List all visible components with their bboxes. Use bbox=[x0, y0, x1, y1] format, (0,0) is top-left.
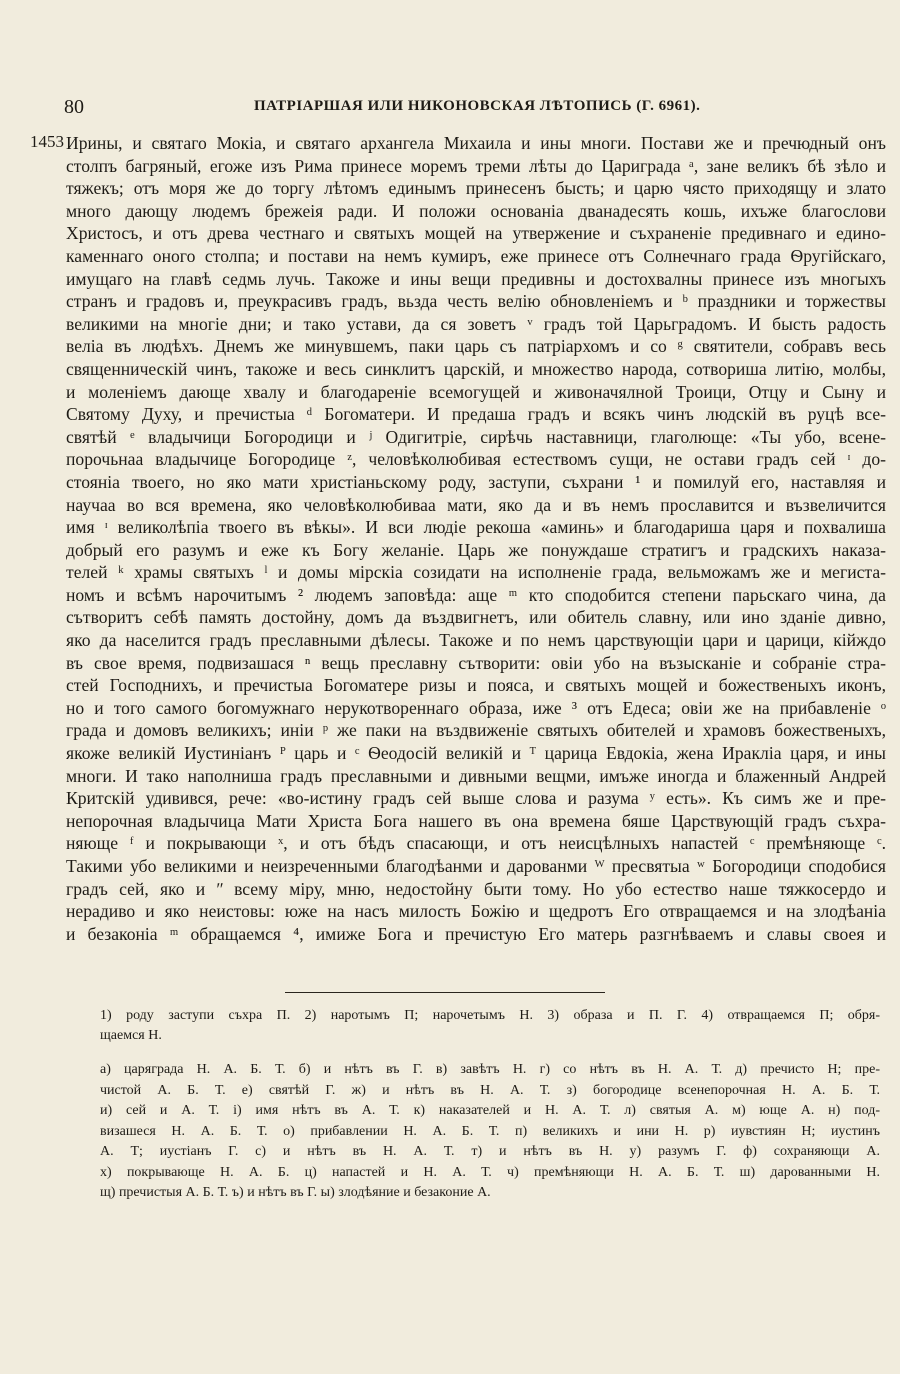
lettered-footnotes bbox=[100, 1060, 880, 1204]
page-number: 80 bbox=[64, 96, 84, 118]
text-line: А. Т; иустіанъ Г. с) и нѣтъ въ Н. А. Т. т) и нѣтъ въ Н. у) разумъ Г. ф) сохраняющи А. bbox=[100, 1144, 880, 1159]
text-line: и безаконіа ᵐ обращаемся ⁴, имиже Бога и пречистую Его матерь разгнѣваемъ и славы своея и bbox=[66, 923, 886, 944]
text-line: научаа во вся времена, яко человѣколюбиваа мати, яко да и въ немъ прославится и възвеличится bbox=[66, 494, 886, 515]
text-line: 1) роду заступи съхра П. 2) наротымъ П; нарочетымъ Н. 3) образа и П. Г. 4) отвращаемся П; обря- bbox=[100, 1008, 880, 1023]
text-line: святѣй ᵉ владычици Богородици и ʲ Одигитріе, сирѣчь наставници, глаголюще: «Ты убо, всене- bbox=[66, 426, 886, 447]
text-line: телей ᵏ храмы святыхъ ˡ и домы мірскіа созидати на исполненіе града, вельможамъ же и мегиста- bbox=[66, 562, 886, 583]
text-line: многи. И тако наполниша градъ преславными и дивными вещми, имъже иногда и блаженный Андрей bbox=[66, 765, 886, 786]
text-line: порочьнаа владычице Богородице ᶻ, человѣколюбивая естествомъ сущи, не остави градъ сей ᶦ до- bbox=[66, 449, 886, 470]
text-line: яко да населится градъ преславными дѣлесы. Такоже и по немъ царствующіи цари и царици, кійждо bbox=[66, 630, 886, 651]
text-line: стей Господнихъ, и пречистыа Богоматере ризы и пояса, и святыхъ мощей и божественыхъ иконъ, bbox=[66, 675, 886, 696]
footnote-divider bbox=[285, 992, 605, 993]
text-line: Критскій удивився, рече: «во-истину градъ сей выше слова и разума ʸ есть». Къ симъ же и пре- bbox=[66, 788, 886, 809]
text-line: каменнаго оного столпа; и постави на немъ кумиръ, еже принесе отъ Солнечнаго града Ѳругійскаго, bbox=[66, 245, 886, 266]
text-line: тяжекъ; отъ моря же до торгу лѣтомъ единымъ принесенъ бысть; и царю чясто приходящу и злато bbox=[66, 178, 886, 199]
text-line: и моленіемъ дающе хвалу и благодареніе всемогущей и живоначялной Троици, Отцу и Сыну и bbox=[66, 381, 886, 402]
running-title: ПАТРІАРШАЯ ИЛИ НИКОНОВСКАЯ ЛѢТОПИСЬ (Г. 6961). bbox=[254, 98, 701, 114]
text-line: номъ и всѣмъ нарочитымъ ² людемъ заповѣда: аще ᵐ кто сподобится степени парьскаго чина, да bbox=[66, 584, 886, 605]
text-line: щаемся Н. bbox=[100, 1028, 162, 1043]
text-line: сътворитъ себѣ память достойну, домъ да въздвигнетъ, или обитель славну, или ино зданіе дивно, bbox=[66, 607, 886, 628]
text-line: добрый его разумъ и еже къ Богу желаніе. Царь же понуждаше стратигъ и градскихъ наказа- bbox=[66, 539, 886, 560]
text-line: великими на многіе дни; и тако устави, да ся зоветъ ᵛ градъ той Царьградомъ. И бысть радость bbox=[66, 313, 886, 334]
text-line: Ирины, и святаго Мокіа, и святаго архангела Михаила и ины многи. Постави же и пречюдный онъ bbox=[66, 133, 886, 153]
text-line: града и домовъ великихъ; иніи ᵖ же паки на въздвиженіе святыхъ обителей и храмовъ божественыхъ, bbox=[66, 720, 886, 741]
text-line: стояніа твоего, но яко мати христіаньскому роду, заступи, съхрани ¹ и помилуй его, наставляя и bbox=[66, 471, 886, 492]
text-line: щ) пречистыя А. Б. Т. ъ) и нѣтъ въ Г. ы) злодѣяние и безаконие А. bbox=[100, 1185, 491, 1200]
text-line: якоже великій Иустиніанъ ᴾ царь и ᶜ Ѳеодосій великій и ᵀ царица Евдокіа, жена Иракліа царя, и ины bbox=[66, 743, 886, 764]
page-header bbox=[64, 96, 864, 126]
text-line: х) покрывающе Н. А. Б. ц) напастей и Н. А. Т. ч) премѣняющи Н. А. Б. Т. ш) дарованными Н. bbox=[100, 1164, 880, 1180]
text-line: столпъ багряный, егоже изъ Рима принесе моремъ треми лѣты до Цариграда ᵃ, зане великъ бѣ зѣло и bbox=[66, 155, 886, 176]
numbered-footnotes bbox=[100, 1006, 880, 1046]
text-line: и) сей и А. Т. і) имя нѣтъ въ А. Т. к) наказателей и Н. А. Т. л) святыя А. м) юще А. н) под- bbox=[100, 1103, 880, 1118]
text-line: имущаго на главѣ седмь лучь. Такоже и ины вещи предивны и достохвалны принесе изъ многыхъ bbox=[66, 268, 886, 289]
text-line: а) царяграда Н. А. Б. Т. б) и нѣтъ въ Г. в) завѣтъ Н. г) со нѣтъ въ Н. А. Т. д) пречисто Н; пре- bbox=[100, 1062, 880, 1077]
text-line: Христосъ, и отъ древа честнаго и святыхъ мощей на утвержение и съхраненіе предивнаго и едино- bbox=[66, 223, 886, 244]
text-line: чистой А. Б. Т. е) святѣй Г. ж) и нѣтъ въ Н. А. Т. з) богородице всенепорочная Н. А. Б. Т. bbox=[100, 1082, 880, 1098]
text-line: няюще ᶠ и покрывающи ˣ, и отъ бѣдъ спасающи, и отъ неисцѣлныхъ напастей ᶜ премѣняюще ᶜ. bbox=[66, 833, 886, 854]
text-line: странъ и градовъ и, преукрасивъ градъ, вьзда честь велію обновленіемъ и ᵇ праздники и торжествы bbox=[66, 291, 886, 312]
text-line: Такими убо великими и неизреченными благодѣанми и дарованми ᵂ пресвятыа ʷ Богородици сподобися bbox=[66, 856, 886, 876]
text-line: но и того самого богомужнаго нерукотвореннаго образа, иже ³ отъ Едеса; овіи же на прибавленіе ᵒ bbox=[66, 697, 886, 718]
text-line: нерадиво и яко неистовы: юже на насъ милость Божію и щедротъ Его отвращаемся и на злодѣаніа bbox=[66, 901, 886, 922]
text-line: много дающу людемъ брежеія ради. И положи основаніа дванадесять кошь, ихъже благослови bbox=[66, 200, 886, 221]
main-text-body bbox=[66, 132, 886, 945]
text-line: веліа въ людѣхъ. Днемъ же минувшемъ, паки царь съ патріархомъ и со ᵍ святители, собравъ весь bbox=[66, 336, 886, 357]
year-margin-note: 1453 bbox=[30, 132, 64, 151]
text-line: въ свое время, подвизашася ⁿ вещь преславну сътворити: овіи убо на възысканіе и собраніе стра- bbox=[66, 652, 886, 673]
text-line: Святому Духу, и пречистыа ᵈ Богоматери. И предаша градъ и всякъ чинъ людскій въ руцѣ все- bbox=[66, 404, 886, 425]
text-line: священническій чинъ, такоже и весь синклитъ царскій, и множество народа, сотвориша литію, молбы, bbox=[66, 358, 886, 379]
text-line: визашеся Н. А. Б. Т. о) прибавлении Н. А. Б. Т. п) великихъ и ини Н. р) иувстиян Н; иустинъ bbox=[100, 1123, 880, 1139]
text-line: имя ᶦ великолѣпіа твоего въ вѣкы». И вси людіе рекоша «аминь» и благодариша царя и похвалиша bbox=[66, 517, 886, 538]
text-line: градъ сей, яко и ʺ всему міру, мню, недостойну быти тому. Но убо естество наше тяжкосердо и bbox=[66, 878, 886, 899]
text-line: непорочная владычица Мати Христа Бога нашего въ она времена бяше Царствующій градъ съхра- bbox=[66, 810, 886, 831]
